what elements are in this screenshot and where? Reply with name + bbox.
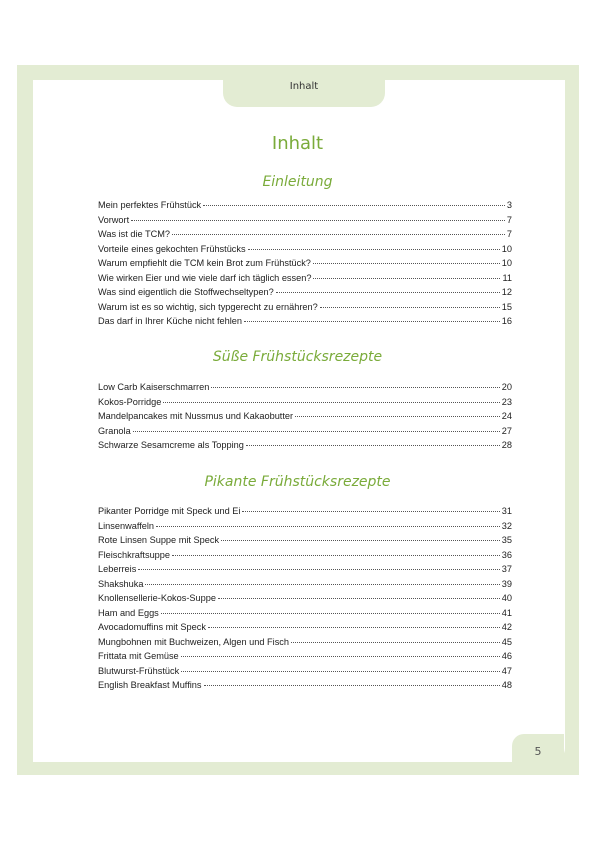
- toc-entry[interactable]: [98, 316, 512, 331]
- dot-leader: [131, 220, 505, 221]
- toc-entry-page: 10: [501, 243, 512, 254]
- toc-entry-page: 16: [501, 316, 512, 326]
- dot-leader: [156, 526, 500, 527]
- dot-leader: [203, 205, 505, 206]
- toc-entry-page: 35: [501, 535, 512, 545]
- toc-list-pikante-rezepte: [98, 506, 512, 695]
- toc-entry[interactable]: [98, 273, 512, 288]
- toc-entry-title: Das darf in Ihrer Küche nicht fehlen: [98, 316, 243, 326]
- toc-entry-title: Was ist die TCM?: [98, 229, 170, 239]
- toc-entry-page: 36: [501, 549, 512, 560]
- toc-entry-title: Ham and Eggs: [98, 607, 159, 618]
- dot-leader: [218, 598, 500, 599]
- toc-entry[interactable]: [98, 229, 512, 244]
- dot-leader: [291, 642, 500, 643]
- dot-leader: [313, 278, 500, 279]
- dot-leader: [181, 671, 500, 672]
- dot-leader: [244, 321, 500, 322]
- toc-entry-title: Schwarze Sesamcreme als Topping: [98, 440, 244, 450]
- dot-leader: [313, 263, 500, 264]
- toc-entry[interactable]: [98, 550, 512, 565]
- page-number-tab: [512, 734, 564, 768]
- toc-entry-title: Leberreis: [98, 564, 137, 574]
- toc-entry-title: Knollensellerie-Kokos-Suppe: [98, 593, 216, 603]
- toc-entry-title: Fleischkraftsuppe: [98, 549, 171, 560]
- toc-entry-title: Kokos-Porridge: [98, 396, 162, 407]
- toc-entry-title: Vorteile eines gekochten Frühstücks: [98, 243, 246, 254]
- dot-leader: [221, 540, 500, 541]
- toc-entry[interactable]: [98, 382, 512, 397]
- toc-entry[interactable]: [98, 521, 512, 536]
- section-title-pikante-rezepte: Pikante Frühstücksrezepte: [204, 474, 391, 490]
- toc-entry[interactable]: [98, 215, 512, 230]
- toc-entry[interactable]: [98, 564, 512, 579]
- toc-entry-title: Avocadomuffins mit Speck: [98, 622, 206, 632]
- dot-leader: [163, 402, 499, 403]
- toc-entry-page: 41: [501, 607, 512, 618]
- toc-entry-page: 7: [506, 214, 512, 225]
- toc-entry[interactable]: [98, 651, 512, 666]
- toc-entry-title: Warum ist es so wichtig, sich typgerecht zu ernähren?: [98, 301, 318, 312]
- toc-entry-page: 28: [501, 440, 512, 450]
- toc-entry[interactable]: [98, 258, 512, 273]
- toc-entry-page: 24: [501, 411, 512, 421]
- page-number: 5: [534, 744, 542, 758]
- toc-entry[interactable]: [98, 579, 512, 594]
- toc-entry-page: 27: [501, 425, 512, 436]
- toc-entry-page: 46: [501, 651, 512, 661]
- toc-entry-page: 48: [501, 680, 512, 690]
- section-title-suesse-rezepte: Süße Frühstücksrezepte: [212, 349, 383, 365]
- toc-entry-title: Granola: [98, 425, 131, 436]
- dot-leader: [248, 249, 500, 250]
- toc-entry[interactable]: [98, 302, 512, 317]
- toc-entry[interactable]: [98, 666, 512, 681]
- toc-entry-title: English Breakfast Muffins: [98, 680, 202, 690]
- dot-leader: [133, 431, 500, 432]
- dot-leader: [246, 445, 500, 446]
- toc-entry[interactable]: [98, 506, 512, 521]
- toc-entry-title: Warum empfiehlt die TCM kein Brot zum Frühstück?: [98, 258, 311, 268]
- toc-entry-page: 32: [501, 520, 512, 531]
- toc-entry-title: Mandelpancakes mit Nussmus und Kakaobutter: [98, 411, 294, 421]
- toc-entry-page: 40: [501, 593, 512, 603]
- toc-entry-page: 37: [501, 564, 512, 574]
- header-tab-label: Inhalt: [289, 80, 319, 92]
- toc-entry-page: 7: [506, 229, 512, 239]
- dot-leader: [181, 656, 500, 657]
- toc-entry[interactable]: [98, 593, 512, 608]
- toc-entry-page: 12: [501, 287, 512, 297]
- toc-entry-title: Wie wirken Eier und wie viele darf ich täglich essen?: [98, 272, 312, 283]
- dot-leader: [172, 234, 505, 235]
- section-title-einleitung: Einleitung: [262, 174, 333, 190]
- toc-entry[interactable]: [98, 411, 512, 426]
- toc-entry[interactable]: [98, 680, 512, 695]
- toc-entry[interactable]: [98, 637, 512, 652]
- toc-entry-page: 45: [501, 636, 512, 647]
- toc-entry-title: Mein perfektes Frühstück: [98, 200, 202, 210]
- toc-entry-page: 15: [501, 301, 512, 312]
- toc-entry-title: Shakshuka: [98, 578, 144, 589]
- toc-entry[interactable]: [98, 440, 512, 455]
- toc-entry-title: Mungbohnen mit Buchweizen, Algen und Fisch: [98, 636, 290, 647]
- toc-entry[interactable]: [98, 535, 512, 550]
- dot-leader: [242, 511, 499, 512]
- toc-list-suesse-rezepte: [98, 382, 512, 455]
- toc-entry-title: Rote Linsen Suppe mit Speck: [98, 535, 220, 545]
- toc-entry-page: 23: [501, 396, 512, 407]
- toc-entry[interactable]: [98, 426, 512, 441]
- toc-entry-title: Pikanter Porridge mit Speck und Ei: [98, 506, 241, 516]
- dot-leader: [161, 613, 500, 614]
- dot-leader: [204, 685, 500, 686]
- toc-entry-page: 39: [501, 578, 512, 589]
- dot-leader: [145, 584, 499, 585]
- document-title: Inhalt: [271, 133, 324, 154]
- toc-entry-title: Was sind eigentlich die Stoffwechseltypen?: [98, 287, 274, 297]
- toc-list-einleitung: [98, 200, 512, 331]
- toc-entry[interactable]: [98, 200, 512, 215]
- toc-entry-page: 31: [501, 506, 512, 516]
- dot-leader: [208, 627, 500, 628]
- toc-entry-title: Linsenwaffeln: [98, 520, 155, 531]
- dot-leader: [138, 569, 499, 570]
- dot-leader: [295, 416, 500, 417]
- header-tab: [223, 65, 385, 107]
- dot-leader: [211, 387, 499, 388]
- dot-leader: [320, 307, 500, 308]
- toc-entry-page: 10: [501, 258, 512, 268]
- toc-entry[interactable]: [98, 397, 512, 412]
- toc-entry-page: 20: [501, 382, 512, 392]
- toc-entry[interactable]: [98, 622, 512, 637]
- toc-entry[interactable]: [98, 608, 512, 623]
- toc-entry-page: 47: [501, 665, 512, 676]
- toc-entry-title: Low Carb Kaiserschmarren: [98, 382, 210, 392]
- toc-entry-title: Frittata mit Gemüse: [98, 651, 179, 661]
- toc-entry-title: Blutwurst-Frühstück: [98, 665, 180, 676]
- toc-entry-page: 42: [501, 622, 512, 632]
- toc-entry-page: 11: [502, 272, 512, 283]
- dot-leader: [172, 555, 500, 556]
- toc-entry-title: Vorwort: [98, 214, 130, 225]
- toc-entry[interactable]: [98, 287, 512, 302]
- toc-entry-page: 3: [506, 200, 512, 210]
- toc-entry[interactable]: [98, 244, 512, 259]
- dot-leader: [276, 292, 500, 293]
